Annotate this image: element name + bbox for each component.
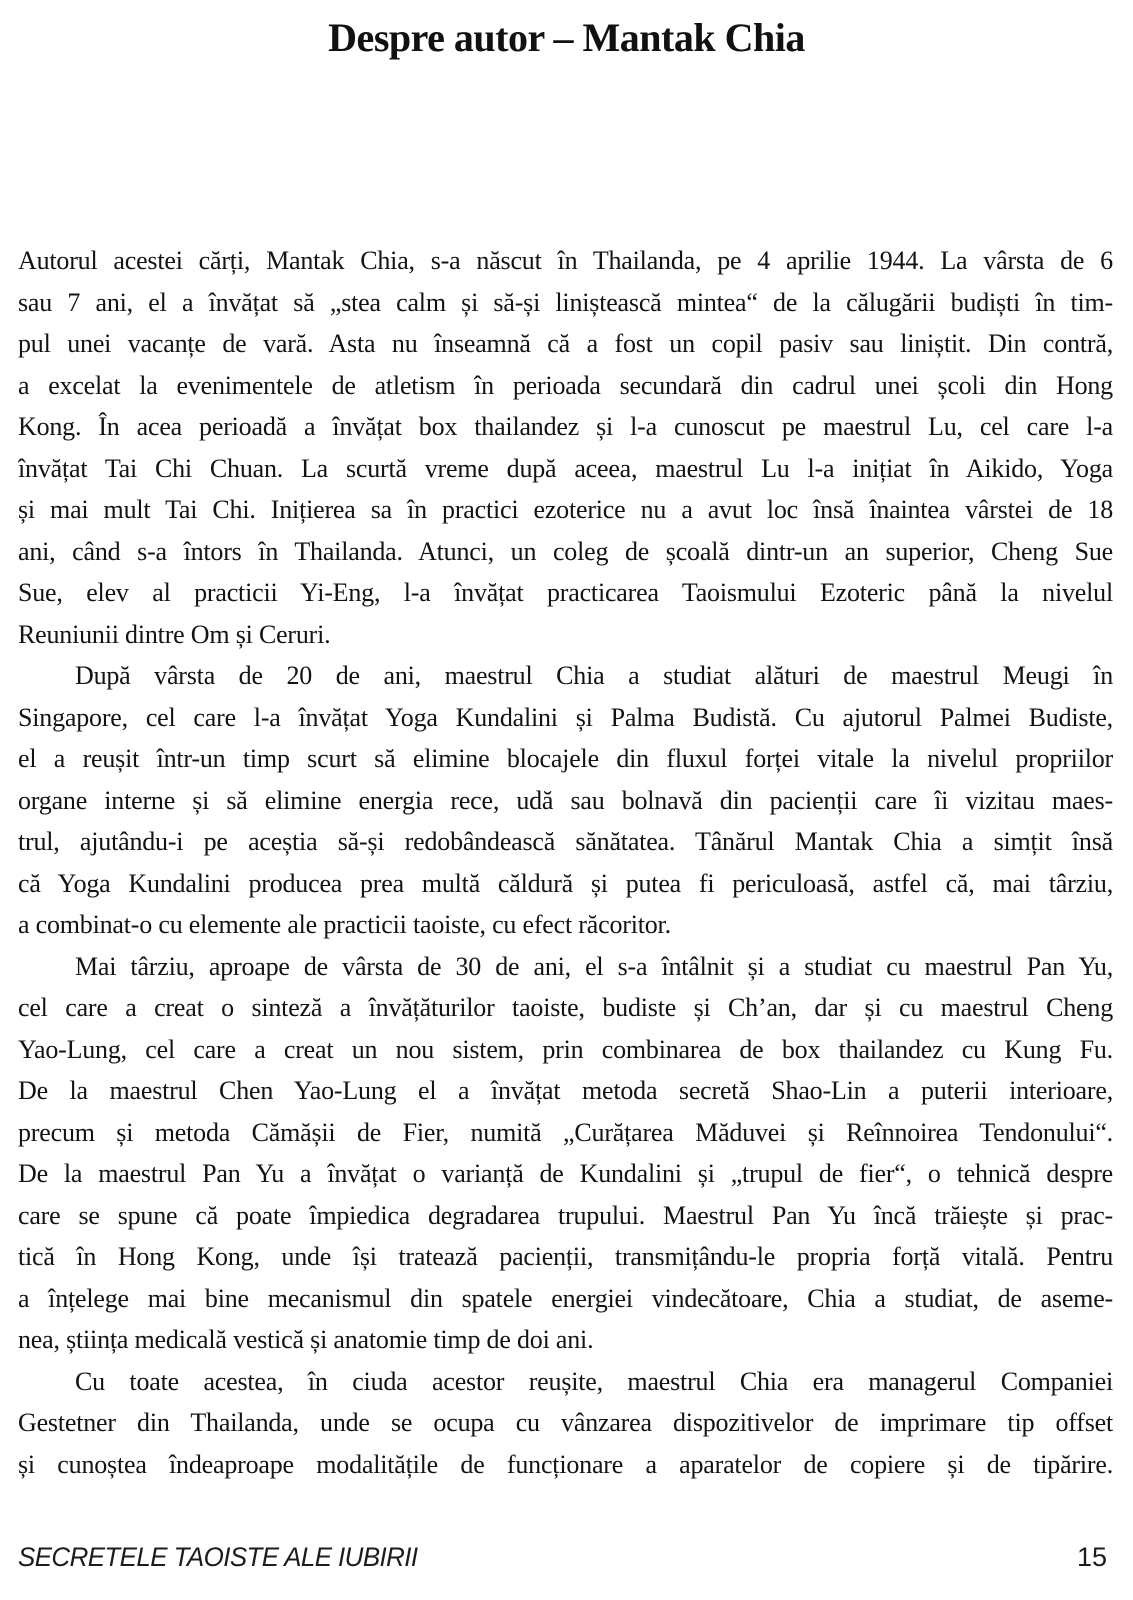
text-line: După vârsta de 20 de ani, maestrul Chia a studiat alături de maestrul Meugi în bbox=[75, 661, 1113, 690]
text-line: a excelat la evenimentele de atletism în perioada secundară din cadrul unei școli din Hong bbox=[18, 370, 1113, 400]
text-line: el a reușit într-un timp scurt să elimine blocajele din fluxul forței vitale la nivelul propriilor bbox=[18, 744, 1113, 773]
text-line: De la maestrul Chen Yao-Lung el a învățat metoda secretă Shao-Lin a puterii interioare, bbox=[18, 1076, 1113, 1105]
text-line: și mai mult Tai Chi. Inițierea sa în practici ezoterice nu a avut loc însă înaintea vârstei de 18 bbox=[18, 495, 1113, 524]
footer-book-title: SECRETELE TAOISTE ALE IUBIRII bbox=[18, 1542, 418, 1572]
paragraphs bbox=[18, 240, 1113, 1485]
text-line: a combinat-o cu elemente ale practicii taoiste, cu efect răcoritor. bbox=[18, 910, 671, 939]
text-line: Mai târziu, aproape de vârsta de 30 de ani, el s-a întâlnit și a studiat cu maestrul Pan Yu, bbox=[75, 951, 1113, 981]
text-line: Singapore, cel care l-a învățat Yoga Kundalini și Palma Budistă. Cu ajutorul Palmei Budiste, bbox=[18, 702, 1113, 732]
paragraph bbox=[18, 655, 1113, 946]
text-line: Reuniunii dintre Om și Ceruri. bbox=[18, 619, 331, 649]
text-line: Autorul acestei cărți, Mantak Chia, s-a născut în Thailanda, pe 4 aprilie 1944. La vârsta de 6 bbox=[18, 246, 1113, 275]
text-line: care se spune că poate împiedica degradarea trupului. Maestrul Pan Yu încă trăiește și prac- bbox=[18, 1200, 1113, 1230]
text-line: Kong. În acea perioadă a învățat box thailandez și l-a cunoscut pe maestrul Lu, cel care l-a bbox=[18, 412, 1113, 441]
text-line: nea, știința medicală vestică și anatomie timp de doi ani. bbox=[18, 1325, 594, 1354]
text-line: pul unei vacanțe de vară. Asta nu înseamnă că a fost un copil pasiv sau liniștit. Din contră, bbox=[18, 329, 1113, 358]
paragraph bbox=[18, 1361, 1113, 1486]
text-line: Cu toate acestea, în ciuda acestor reușite, maestrul Chia era managerul Companiei bbox=[75, 1366, 1113, 1396]
paragraph bbox=[18, 946, 1113, 1361]
text-line: cel care a creat o sinteză a învățăturilor taoiste, budiste și Ch’an, dar și cu maestrul Cheng bbox=[18, 993, 1113, 1022]
text-line: organe interne și să elimine energia rece, udă sau bolnavă din pacienții care îi vizitau maes- bbox=[18, 785, 1113, 815]
footer-page-number: 15 bbox=[1076, 1542, 1107, 1572]
text-line: De la maestrul Pan Yu a învățat o varianță de Kundalini și „trupul de fier“, o tehnică despre bbox=[18, 1159, 1113, 1188]
paragraph bbox=[18, 240, 1113, 655]
page-body bbox=[18, 240, 1113, 1485]
text-line: învățat Tai Chi Chuan. La scurtă vreme după aceea, maestrul Lu l-a inițiat în Aikido, Yoga bbox=[18, 453, 1113, 483]
text-line: tică în Hong Kong, unde își tratează pacienții, transmițându-le propria forță vitală. Pentru bbox=[18, 1242, 1113, 1271]
text-line: Gestetner din Thailanda, unde se ocupa cu vânzarea dispozitivelor de imprimare tip offset bbox=[18, 1408, 1113, 1437]
text-line: ani, când s-a întors în Thailanda. Atunci, un coleg de școală dintr-un an superior, Cheng Sue bbox=[18, 536, 1113, 566]
page-title: Despre autor – Mantak Chia bbox=[328, 15, 805, 60]
text-line: Sue, elev al practicii Yi-Eng, l-a învățat practicarea Taoismului Ezoteric până la nivelul bbox=[18, 578, 1113, 607]
text-line: trul, ajutându-i pe aceștia să-și redobândească sănătatea. Tânărul Mantak Chia a simțit însă bbox=[18, 827, 1113, 856]
text-line: Yao-Lung, cel care a creat un nou sistem, prin combinarea de box thailandez cu Kung Fu. bbox=[18, 1034, 1113, 1064]
text-line: a înțelege mai bine mecanismul din spatele energiei vindecătoare, Chia a studiat, de aseme- bbox=[18, 1283, 1113, 1313]
text-line: că Yoga Kundalini producea prea multă căldură și putea fi periculoasă, astfel că, mai târziu, bbox=[18, 868, 1113, 898]
text-line: și cunoștea îndeaproape modalitățile de funcționare a aparatelor de copiere și de tipărire. bbox=[18, 1449, 1113, 1479]
text-line: precum și metoda Cămășii de Fier, numită „Curățarea Măduvei și Reînnoirea Tendonului“. bbox=[18, 1117, 1113, 1147]
page-footer bbox=[18, 1542, 1107, 1573]
text-line: sau 7 ani, el a învățat să „stea calm și să-și liniștească mintea“ de la călugării budiști în tim- bbox=[18, 287, 1113, 317]
